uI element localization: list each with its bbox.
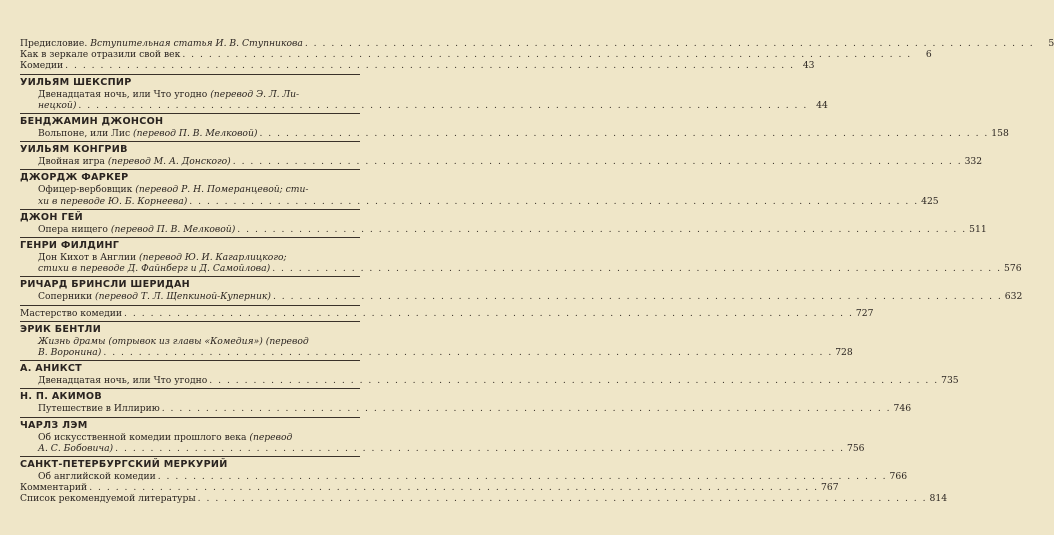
work-title: Дон Кихот в Англии bbox=[38, 252, 139, 264]
page-number: 5 bbox=[1048, 38, 1054, 49]
toc-entry-work bbox=[20, 89, 360, 100]
work-translator-cont: хи в переводе Ю. Б. Корнеева) bbox=[38, 195, 188, 207]
leader-dots bbox=[209, 375, 938, 386]
section-author: ЭРИК БЕНТЛИ bbox=[20, 323, 102, 335]
leader-dots bbox=[198, 493, 927, 504]
page-number: 728 bbox=[835, 347, 853, 359]
toc-entry-commentary bbox=[20, 482, 839, 494]
leader-dots bbox=[103, 347, 832, 358]
page-number: 766 bbox=[889, 471, 908, 483]
leader-dots bbox=[182, 49, 911, 60]
toc-entry-work bbox=[20, 291, 1023, 303]
toc-section-gay bbox=[20, 211, 987, 235]
toc-entry-work-cont bbox=[20, 347, 853, 359]
work-translator-cont: нецкой) bbox=[38, 99, 77, 111]
work-translator: (перевод П. В. Мелковой) bbox=[133, 128, 258, 140]
toc-entry-work bbox=[20, 336, 360, 347]
entry-title-italic: Вступительная статья И. В. Ступникова bbox=[90, 38, 303, 49]
toc-entry-work bbox=[20, 471, 908, 483]
work-translator-cont: стихи в переводе Д. Файнберг и Д. Самойлова) bbox=[38, 263, 271, 275]
toc-entry-work bbox=[20, 403, 912, 415]
work-title: Двойная игра bbox=[38, 156, 108, 168]
section-divider bbox=[20, 321, 360, 322]
leader-dots bbox=[115, 443, 844, 454]
leader-dots bbox=[259, 128, 988, 139]
page-number: 632 bbox=[1004, 291, 1023, 303]
toc-section-jonson bbox=[20, 116, 1009, 140]
leader-dots bbox=[158, 471, 887, 482]
section-divider bbox=[20, 417, 360, 418]
work-title: Двенадцатая ночь, или Что угодно bbox=[38, 88, 211, 100]
section-divider bbox=[20, 113, 360, 114]
leader-dots bbox=[273, 291, 1002, 302]
toc-entry-work bbox=[20, 156, 983, 168]
page-number: 332 bbox=[964, 156, 983, 168]
leader-dots bbox=[65, 60, 794, 71]
section-author: БЕНДЖАМИН ДЖОНСОН bbox=[20, 116, 164, 128]
section-author: УИЛЬЯМ ШЕКСПИР bbox=[20, 76, 132, 88]
leader-dots bbox=[89, 482, 818, 493]
section-author: САНКТ-ПЕТЕРБУРГСКИЙ МЕРКУРИЙ bbox=[20, 459, 228, 471]
work-title: Соперники bbox=[38, 291, 96, 303]
work-title: Офицер-вербовщик bbox=[38, 184, 136, 196]
work-title: Вольпоне, или Лис bbox=[38, 128, 134, 140]
work-title: Двенадцатая ночь, или Что угодно bbox=[38, 375, 208, 387]
toc-entry-work bbox=[20, 375, 959, 387]
entry-title: Мастерство комедии bbox=[20, 307, 123, 319]
leader-dots bbox=[237, 224, 966, 235]
page-number: 756 bbox=[846, 442, 865, 454]
toc-section-lamb bbox=[20, 419, 865, 454]
entry-title: Комедии bbox=[20, 60, 64, 72]
toc-entry-work bbox=[20, 184, 360, 195]
work-translator: (перевод Э. Л. Ли- bbox=[210, 88, 300, 100]
work-translator: (перевод Т. Л. Щепкиной-Куперник) bbox=[95, 291, 271, 303]
toc-entry-comedies bbox=[20, 60, 815, 72]
work-translator: (перевод М. А. Донского) bbox=[107, 156, 231, 168]
toc-entry-reading-list bbox=[20, 493, 948, 505]
toc-section-farquhar bbox=[20, 172, 939, 207]
toc-section-bentley bbox=[20, 323, 853, 359]
toc-entry-mirror bbox=[20, 49, 932, 61]
work-translator: (перевод П. В. Мелковой) bbox=[110, 223, 236, 235]
page-number: 425 bbox=[921, 195, 939, 207]
page-number: 43 bbox=[802, 60, 815, 72]
page-number: 767 bbox=[821, 482, 839, 494]
work-translator-cont: В. Воронина) bbox=[38, 347, 102, 359]
section-author: УИЛЬЯМ КОНГРИВ bbox=[20, 144, 128, 156]
leader-dots bbox=[162, 403, 891, 414]
toc-entry-mastery bbox=[20, 307, 874, 319]
entry-title: Предисловие. bbox=[20, 38, 91, 49]
page-number: 158 bbox=[991, 128, 1009, 140]
entry-title: Как в зеркале отразили свой век bbox=[20, 49, 181, 61]
toc-entry-preface bbox=[20, 38, 1054, 49]
page-number: 576 bbox=[1004, 263, 1022, 275]
work-translator: (перевод Р. Н. Померанцевой; сти- bbox=[135, 184, 309, 196]
toc-section-congreve bbox=[20, 144, 983, 168]
toc-entry-work bbox=[20, 252, 360, 263]
section-divider bbox=[20, 169, 360, 170]
toc-entry-work bbox=[20, 128, 1009, 140]
page-number: 727 bbox=[855, 307, 874, 319]
section-divider bbox=[20, 388, 360, 389]
section-divider bbox=[20, 276, 360, 277]
page-number: 511 bbox=[969, 223, 987, 235]
page-number: 735 bbox=[941, 375, 959, 387]
page-number: 746 bbox=[893, 403, 912, 415]
leader-dots bbox=[78, 100, 807, 111]
entry-title: Список рекомендуемой литературы bbox=[20, 493, 196, 505]
toc-entry-work-cont bbox=[20, 99, 828, 111]
section-author: РИЧАРД БРИНСЛИ ШЕРИДАН bbox=[20, 279, 190, 291]
toc-section-mercury bbox=[20, 459, 908, 483]
toc-section-shakespeare bbox=[20, 76, 828, 111]
page-number: 6 bbox=[925, 49, 932, 61]
leader-dots bbox=[272, 263, 1001, 274]
section-divider bbox=[20, 74, 360, 75]
toc-section-akimov bbox=[20, 391, 912, 415]
toc-entry-work bbox=[20, 223, 987, 235]
section-divider bbox=[20, 456, 360, 457]
page-number: 814 bbox=[929, 493, 948, 505]
work-title: Об искусственной комедии прошлого века bbox=[38, 431, 250, 443]
toc-section-sheridan bbox=[20, 279, 1023, 303]
toc-entry-work-cont bbox=[20, 195, 939, 207]
leader-dots bbox=[189, 196, 918, 207]
section-divider bbox=[20, 237, 360, 238]
section-author: Н. П. АКИМОВ bbox=[20, 391, 102, 403]
work-title: Жизнь драмы (отрывок из главы «Комедия») (перевод bbox=[38, 335, 309, 347]
work-title: Путешествие в Иллирию bbox=[38, 403, 160, 415]
section-divider bbox=[20, 209, 360, 210]
section-author: ДЖОРДЖ ФАРКЕР bbox=[20, 172, 129, 184]
toc-section-fielding bbox=[20, 240, 1022, 275]
section-author: ЧАРЛЗ ЛЭМ bbox=[20, 419, 88, 431]
section-divider bbox=[20, 360, 360, 361]
entry-title: Комментарий bbox=[20, 482, 88, 494]
leader-dots bbox=[124, 308, 853, 319]
work-translator-cont: А. С. Бобовича) bbox=[38, 442, 114, 454]
section-author: ГЕНРИ ФИЛДИНГ bbox=[20, 240, 120, 252]
leader-dots bbox=[305, 38, 1034, 49]
toc-entry-work-cont bbox=[20, 263, 1022, 275]
toc-entry-work bbox=[20, 432, 360, 443]
section-divider bbox=[20, 141, 360, 142]
toc-entry-work-cont bbox=[20, 442, 865, 454]
page-number: 44 bbox=[816, 99, 828, 111]
section-author: ДЖОН ГЕЙ bbox=[20, 211, 83, 223]
section-author: А. АНИКСТ bbox=[20, 363, 83, 375]
work-title: Опера нищего bbox=[38, 223, 111, 235]
work-translator: (перевод bbox=[249, 431, 293, 443]
leader-dots bbox=[233, 156, 962, 167]
work-title: Об английской комедии bbox=[38, 471, 156, 483]
section-divider bbox=[20, 305, 360, 306]
toc-section-anikst bbox=[20, 363, 959, 387]
work-translator: (перевод Ю. И. Кагарлицкого; bbox=[139, 252, 287, 264]
